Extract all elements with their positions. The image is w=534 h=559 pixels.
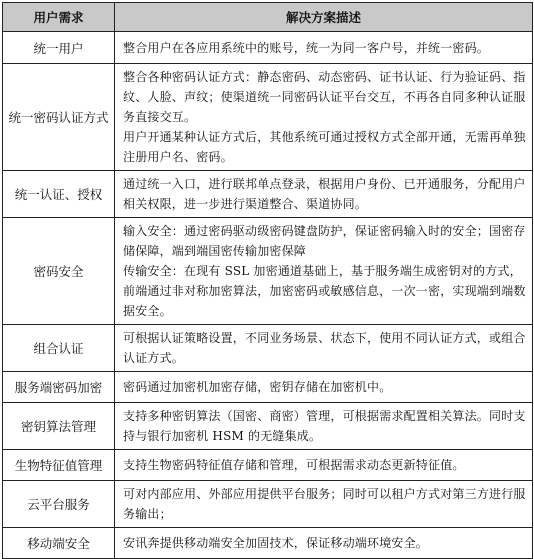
requirement-cell: 统一密码认证方式 [3, 64, 115, 171]
table-row [3, 481, 533, 528]
description-cell [115, 528, 533, 559]
header-row [3, 3, 533, 32]
description-paragraph: 支持多种密钥算法（国密、商密）管理，可根据需求配置相关算法。同时支持与银行加密机 HSM 的无缝集成。 [123, 409, 526, 443]
requirement-cell: 密码安全 [3, 218, 115, 325]
requirement-cell: 组合认证 [3, 325, 115, 372]
description-cell [115, 481, 533, 528]
description-paragraph: 整合各种密码认证方式：静态密码、动态密码、证书认证、行为验证码、指纹、人脸、声纹；使渠道统一同密码认证平台交互，不再各自同多种认证服务直接交互。 [123, 70, 526, 124]
description-cell [115, 171, 533, 218]
description-paragraph: 传输安全：在现有 SSL 加密通道基础上，基于服务端生成密钥对的方式，前端通过非对称加密算法，加密密码或敏感信息，一次一密，实现端到端数据安全。 [123, 264, 526, 318]
description-cell [115, 325, 533, 372]
description-paragraph: 用户开通某种认证方式后，其他系统可通过授权方式全部开通，无需再单独注册用户名、密码。 [123, 130, 526, 164]
requirement-cell: 移动端安全 [3, 528, 115, 559]
description-paragraph: 密码通过加密机加密存储，密钥存储在加密机中。 [123, 380, 392, 394]
table-row [3, 403, 533, 450]
description-paragraph: 通过统一入口，进行联邦单点登录，根据用户身份、已开通服务，分配用户相关权限，进一步进行渠道整合、渠道协同。 [123, 177, 526, 211]
header-solution: 解决方案描述 [115, 3, 533, 32]
description-cell [115, 450, 533, 481]
table-row [3, 218, 533, 325]
description-paragraph: 安讯奔提供移动端安全加固技术，保证移动端环境安全。 [123, 536, 429, 550]
table-row [3, 372, 533, 403]
table-row [3, 528, 533, 559]
requirement-cell: 密钥算法管理 [3, 403, 115, 450]
requirement-cell: 服务端密码加密 [3, 372, 115, 403]
description-cell [115, 218, 533, 325]
header-requirement: 用户需求 [3, 3, 115, 32]
requirement-cell: 云平台服务 [3, 481, 115, 528]
table-row [3, 171, 533, 218]
table-row [3, 32, 533, 64]
table-body [3, 32, 533, 559]
description-cell [115, 64, 533, 171]
table-row [3, 450, 533, 481]
description-cell [115, 32, 533, 64]
description-cell [115, 372, 533, 403]
requirement-cell: 统一认证、授权 [3, 171, 115, 218]
description-paragraph: 整合用户在各应用系统中的账号，统一为同一客户号，并统一密码。 [123, 40, 490, 55]
requirement-cell: 统一用户 [3, 32, 115, 64]
description-paragraph: 可根据认证策略设置，不同业务场景、状态下，使用不同认证方式，或组合认证方式。 [123, 331, 526, 365]
description-cell [115, 403, 533, 450]
description-paragraph: 可对内部应用、外部应用提供平台服务；同时可以租户方式对第三方进行服务输出； [123, 487, 526, 521]
table-row [3, 325, 533, 372]
requirements-table [2, 2, 533, 559]
description-paragraph: 支持生物密码特征值存储和管理，可根据需求动态更新特征值。 [123, 458, 465, 472]
description-paragraph: 输入安全：通过密码驱动级密码键盘防护，保证密码输入时的安全；国密存储保障，端到端国密传输加密保障 [123, 224, 526, 258]
table-header [3, 3, 533, 32]
requirement-cell: 生物特征值管理 [3, 450, 115, 481]
table-row [3, 64, 533, 171]
